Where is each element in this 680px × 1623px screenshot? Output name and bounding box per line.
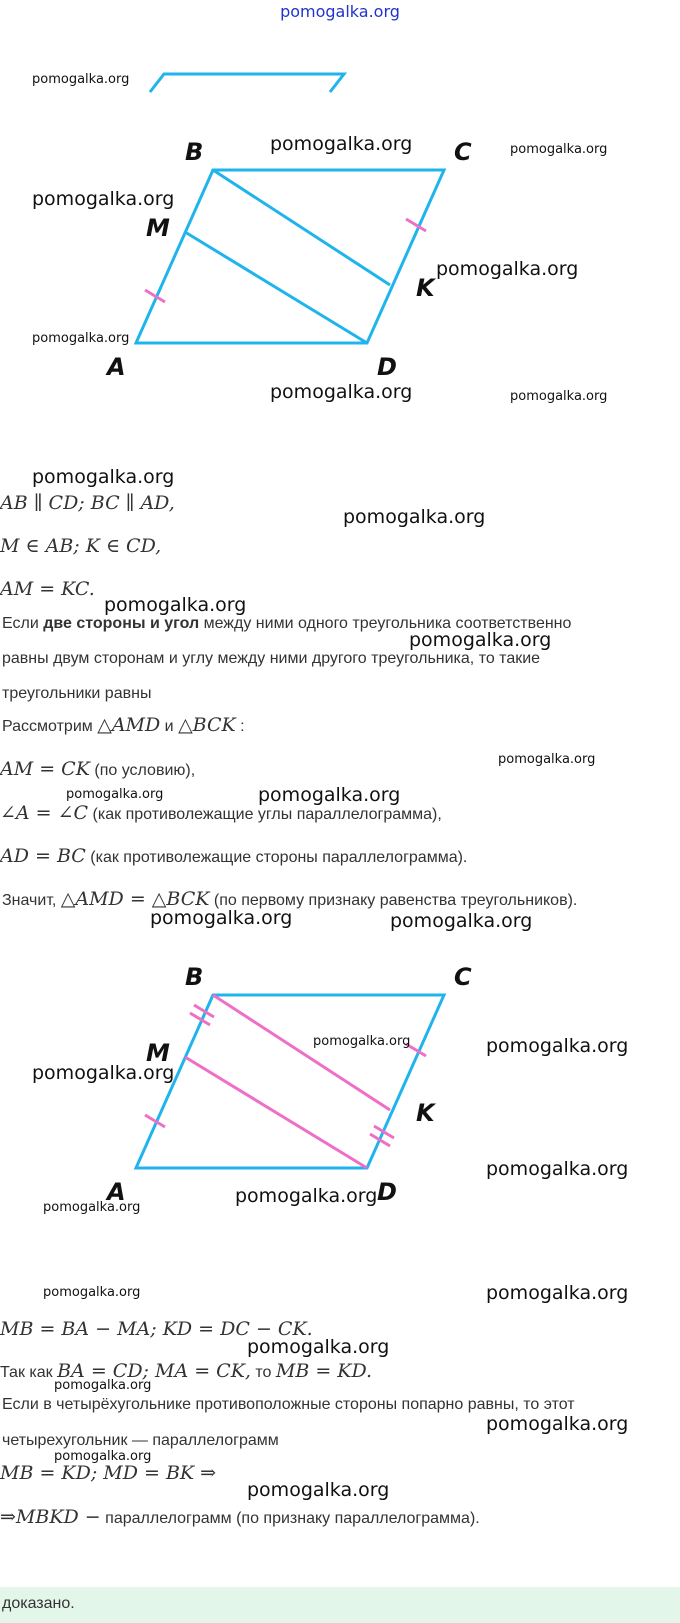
consider-line (2, 714, 245, 736)
watermark: pomogalka.org (43, 1200, 141, 1215)
watermark: pomogalka.org (247, 1336, 390, 1358)
watermark: pomogalka.org (486, 1158, 629, 1180)
conclusion-1-prefix: Значит, (2, 892, 61, 909)
rule-line-2: четырехугольник — параллелограмм (2, 1432, 279, 1449)
watermark: pomogalka.org (32, 466, 175, 488)
step-3-math: ⇒MBKD − (0, 1506, 101, 1528)
fact-3-math: AD = BC (0, 845, 86, 867)
conclusion-1-note: (по первому признаку равенства треугольников). (209, 892, 578, 909)
watermark: pomogalka.org (510, 389, 608, 404)
segment-md (185, 232, 367, 343)
theorem-line-3: треугольники равны (2, 685, 152, 702)
since-prefix: Так как (0, 1364, 58, 1381)
watermark: pomogalka.org (270, 381, 413, 403)
watermark: pomogalka.org (43, 1285, 141, 1300)
given-line-2: M ∈ AB; K ∈ CD, (0, 535, 162, 557)
consider-text: Рассмотрим (2, 718, 98, 735)
watermark: pomogalka.org (486, 1035, 629, 1057)
label-m: M (146, 214, 170, 242)
watermark: pomogalka.org (32, 188, 175, 210)
watermark: pomogalka.org (54, 1449, 152, 1464)
step-2-line-1: MB = BA − MA; KD = DC − CK. (0, 1318, 313, 1340)
consider-and: и (160, 718, 179, 735)
watermark: pomogalka.org (32, 1062, 175, 1084)
parallelogram-abcd (136, 170, 444, 343)
fact-2-math: ∠A = ∠C (0, 802, 89, 824)
step-3-line-2 (0, 1506, 480, 1528)
conclusion-1-math: △AMD = △BCK (60, 888, 210, 910)
watermark: pomogalka.org (235, 1185, 378, 1207)
parallelogram-abcd-2 (136, 995, 444, 1168)
watermark: pomogalka.org (510, 142, 608, 157)
label-k: K (416, 274, 435, 302)
segment-md-pink (185, 1057, 367, 1168)
watermark: pomogalka.org (104, 594, 247, 616)
watermark: pomogalka.org (32, 331, 130, 346)
watermark: pomogalka.org (343, 506, 486, 528)
label-a: A (107, 353, 126, 381)
watermark: pomogalka.org (486, 1413, 629, 1435)
label-m-2: M (146, 1039, 170, 1067)
label-c-2: C (454, 963, 472, 991)
since-math: BA = CD; MA = CK, (57, 1360, 251, 1382)
watermark: pomogalka.org (498, 752, 596, 767)
label-c: C (454, 138, 472, 166)
watermark: pomogalka.org (313, 1034, 411, 1049)
then-math: MB = KD. (275, 1360, 373, 1382)
partial-shape-line (150, 74, 344, 92)
triangle-amd: △AMD (97, 714, 161, 736)
label-d-2: D (377, 1178, 397, 1206)
watermark: pomogalka.org (150, 907, 293, 929)
final-box (0, 1587, 680, 1623)
segment-bk-pink (213, 995, 390, 1110)
label-k-2: K (416, 1099, 435, 1127)
step-3-line-1: MB = KD; MD = BK ⇒ (0, 1462, 217, 1484)
label-b-2: B (185, 963, 204, 991)
rule-line-1: Если в четырёхугольнике противоположные стороны попарно равны, то этот (2, 1396, 575, 1413)
segment-bk (213, 170, 390, 285)
watermark: pomogalka.org (32, 72, 130, 87)
watermark: pomogalka.org (247, 1479, 390, 1501)
fact-3-note: (как противолежащие стороны параллелограмма). (85, 849, 468, 866)
given-line-1: AB ∥ CD; BC ∥ AD, (0, 492, 175, 514)
watermark: pomogalka.org (270, 133, 413, 155)
watermark: pomogalka.org (66, 787, 164, 802)
triangle-bck: △BCK (178, 714, 236, 736)
final-text: доказано. (2, 1595, 75, 1612)
given-line-3: AM = KC. (0, 578, 95, 600)
theorem-rest: между ними одного треугольника соответственно (199, 615, 572, 632)
site-title[interactable]: pomogalka.org (280, 2, 400, 21)
fact-2-note: (как противолежащие углы параллелограмма), (88, 806, 442, 823)
watermark: pomogalka.org (409, 629, 552, 651)
fact-1-note: (по условию), (89, 762, 196, 779)
watermark: pomogalka.org (390, 910, 533, 932)
theorem-prefix: Если (2, 615, 44, 632)
fact-3 (0, 845, 467, 867)
watermark: pomogalka.org (258, 784, 401, 806)
fact-1 (0, 758, 195, 780)
then-word: то (250, 1364, 276, 1381)
step-3-note: параллелограмм (по признаку параллелограмма). (100, 1510, 480, 1527)
fact-1-math: AM = CK (0, 758, 90, 780)
label-d: D (377, 353, 397, 381)
watermark: pomogalka.org (54, 1378, 152, 1393)
watermark: pomogalka.org (436, 258, 579, 280)
label-b: B (185, 138, 204, 166)
theorem-line-2: равны двум сторонам и углу между ними другого треугольника, то такие (2, 650, 541, 667)
watermark: pomogalka.org (486, 1282, 629, 1304)
consider-colon: : (235, 718, 245, 735)
theorem-bold: две стороны и угол (43, 615, 200, 632)
label-a-2: A (107, 1178, 126, 1206)
